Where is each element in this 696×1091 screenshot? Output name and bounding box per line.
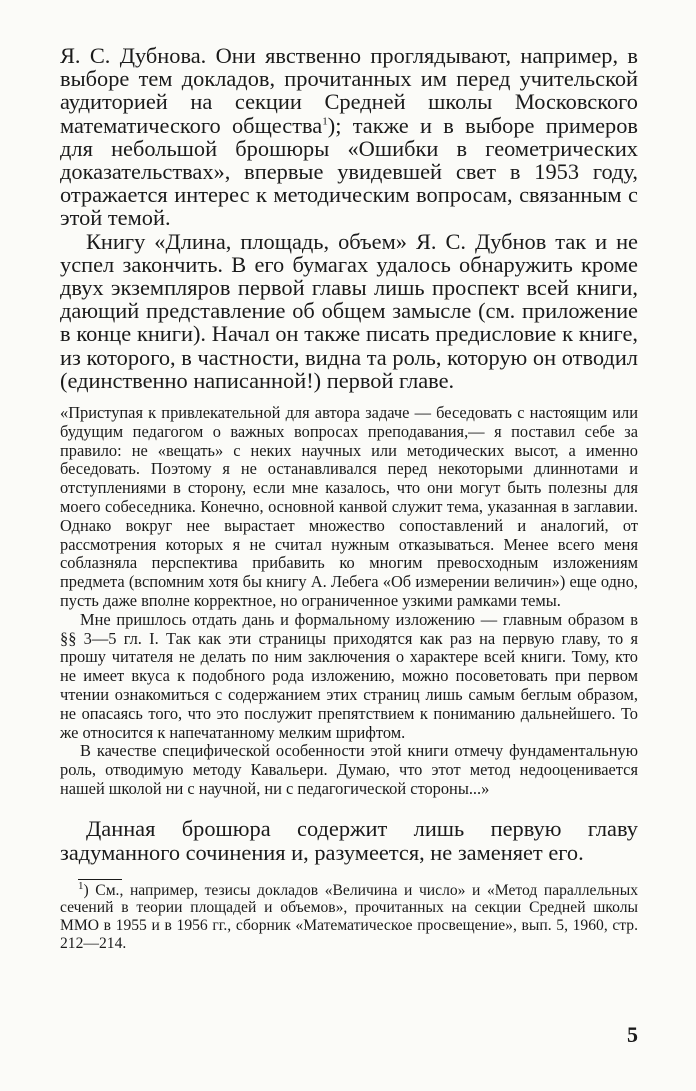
footnote-reference: 1 [322,115,328,128]
footnote [60,879,638,952]
body-paragraph: Книгу «Длина, площадь, объем» Я. С. Дубнов так и не успел закончить. В его бумагах удалось обнаружить кроме двух экземпляров первой главы лишь проспект всей книги, дающий представление об общем замысле (см. приложение в конце книги). Начал он также писать предисловие к книге, из которого, в частности, видна та роль, которую он отводил (единственно написанной!) первой главе. [60,228,638,393]
body-paragraph [60,44,638,230]
preface-quotation [60,404,638,799]
footnote-rule [78,879,122,880]
quote-paragraph: В качестве специфической особенности этой книги отмечу фундаментальную роль, отводимую методу Кавальери. Думаю, что этот метод недооценивается нашей школой ни с научной, ни с педагогической стороны...» [60,741,638,798]
quote-paragraph: «Приступая к привлекательной для автора задаче — беседовать с настоящим или будущим педагогом о важных вопросах преподавания,— я поставил себе за правило: не «вещать» с неких научных или методических высот, а именно беседовать. Поэтому я не останавливался перед некоторыми длиннотами и отступлениями в сторону, если мне казалось, что они могут быть полезны для моего собеседника. Конечно, основной канвой служит тема, указанная в заглавии. Однако вокруг нее вырастает множество сопоставлений и аналогий, от рассмотрения которых я не считал нужным отказываться. Менее всего меня соблазняла перспектива прибавить ко многим превосходным изложениям предмета (вспомним хотя бы книгу А. Лебега «Об измерении величин») еще одно, пусть даже вполне корректное, но ограниченное узкими рамками темы. [60,403,638,611]
footnote-text [60,879,638,952]
page-number: 5 [627,1022,638,1047]
paragraph-text: Я. С. Дубнова. Они явственно проглядывают, например, в выборе тем докладов, прочитанных им перед учительской аудиторией на секции Средней школы Московского математического общества [60,43,638,138]
paragraph-text: ); также и в выборе примеров для небольшой брошюры «Ошибки в геометрических доказательствах», впервые увидевшей свет в 1953 году, отражается интерес к методическим вопросам, связанным с этой темой. [60,112,638,231]
body-paragraph: Данная брошюра содержит лишь первую главу задуманного сочинения и, разумеется, не заменяет его. [60,815,638,865]
quote-paragraph: Мне пришлось отдать дань и формальному изложению — главным образом в §§ 3—5 гл. I. Так как эти страницы приходятся как раз на первую главу, то я прошу читателя не делать по ним заключения о характере всей книги. Тому, кто не имеет вкуса к подобного рода изложению, можно посоветовать при первом чтении ознакомиться с содержанием этих страниц лишь самым беглым образом, не опасаясь того, что это послужит препятствием к пониманию дальнейшего. То же относится к напечатанному мелким шрифтом. [60,609,638,742]
footnote-body: ) См., например, тезисы докладов «Величина и число» и «Метод параллельных сечений в теории площадей и объемов», прочитанных на секции Средней школы ММО в 1955 и в 1956 гг., сборник «Математическое просвещение», вып. 5, 1960, стр. 212—214. [60,881,638,952]
footnote-marker: 1 [78,879,84,892]
